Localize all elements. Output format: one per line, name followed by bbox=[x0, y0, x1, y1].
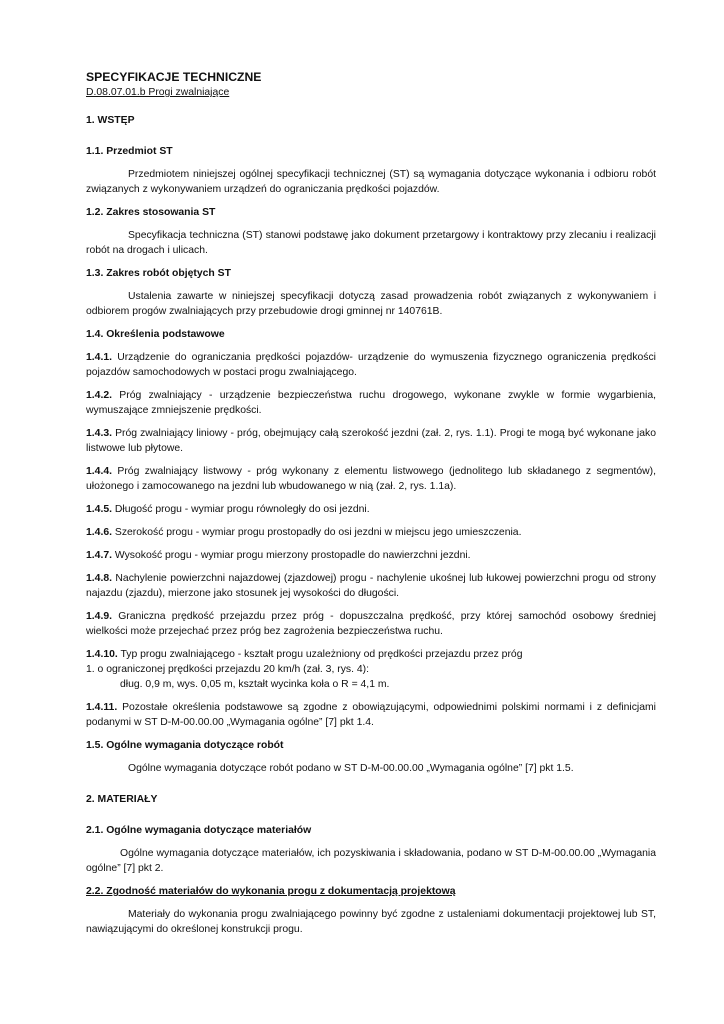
definition-number: 1.4.6. bbox=[86, 527, 112, 538]
definition-1-4-10 bbox=[86, 647, 656, 692]
paragraph-1-1: Przedmiotem niniejszej ogólnej specyfikacji technicznej (ST) są wymagania dotyczące wykonania i odbioru robót związanych z wykonywaniem urządzeń do ograniczania prędkości pojazdów. bbox=[86, 169, 656, 195]
definition-number: 1.4.8. bbox=[86, 573, 112, 584]
section-heading-1: 1. WSTĘP bbox=[86, 115, 135, 126]
definition-number: 1.4.5. bbox=[86, 504, 112, 515]
definition-text: Pozostałe określenia podstawowe są zgodne z obowiązującymi, odpowiednimi polskimi normami i z definicjami podanymi w ST D-M-00.00.00 „Wymagania ogólne” [7] pkt 1.4. bbox=[86, 702, 656, 728]
document-subtitle: D.08.07.01.b Progi zwalniające bbox=[86, 87, 230, 98]
definition-number: 1.4.11. bbox=[86, 702, 118, 713]
definition-text: Wysokość progu - wymiar progu mierzony prostopadle do nawierzchni jezdni. bbox=[112, 550, 471, 561]
definition-list-detail: dług. 0,9 m, wys. 0,05 m, kształt wycinka koła o R = 4,1 m. bbox=[120, 679, 390, 690]
definition-number: 1.4.4. bbox=[86, 466, 112, 477]
heading-1-4: 1.4. Określenia podstawowe bbox=[86, 329, 225, 340]
definition-1-4-9 bbox=[86, 609, 656, 639]
heading-1-2: 1.2. Zakres stosowania ST bbox=[86, 207, 216, 218]
definition-1-4-8 bbox=[86, 571, 656, 601]
definition-number: 1.4.3. bbox=[86, 428, 112, 439]
definition-1-4-5 bbox=[86, 502, 656, 517]
document-page bbox=[86, 70, 656, 945]
definition-1-4-1 bbox=[86, 350, 656, 380]
heading-1-1: 1.1. Przedmiot ST bbox=[86, 146, 173, 157]
definition-1-4-4 bbox=[86, 464, 656, 494]
heading-2-1: 2.1. Ogólne wymagania dotyczące materiałów bbox=[86, 825, 312, 836]
definition-number: 1.4.1. bbox=[86, 352, 112, 363]
definition-text: Próg zwalniający listwowy - próg wykonany z elementu listwowego (jednolitego lub składanego z segmentów), ułożonego i zamocowanego na jezdni lub wbudowanego w nią (zał. 2, rys. 1.1a). bbox=[86, 466, 656, 492]
definition-1-4-3 bbox=[86, 426, 656, 456]
definition-1-4-11 bbox=[86, 700, 656, 730]
paragraph-1-3: Ustalenia zawarte w niniejszej specyfikacji dotyczą zasad prowadzenia robót związanych z wykonywaniem i odbiorem progów zwalniających przy przebudowie drogi gminnej nr 140761B. bbox=[86, 291, 656, 317]
paragraph-2-2: Materiały do wykonania progu zwalniającego powinny być zgodne z ustaleniami dokumentacji projektowej lub ST, nawiązującymi do określonej konstrukcji progu. bbox=[86, 909, 656, 935]
definition-text: Próg zwalniający - urządzenie bezpieczeństwa ruchu drogowego, wykonane zwykle w formie wygarbienia, wymuszające zmniejszenie prędkości. bbox=[86, 390, 656, 416]
definition-text: Nachylenie powierzchni najazdowej (zjazdowej) progu - nachylenie ukośnej lub łukowej powierzchni progu od strony najazdu (zjazdu), mierzone jako stosunek jej wysokości do długości. bbox=[86, 573, 656, 599]
heading-2-2: 2.2. Zgodność materiałów do wykonania progu z dokumentacją projektową bbox=[86, 886, 456, 897]
paragraph-1-5: Ogólne wymagania dotyczące robót podano w ST D-M-00.00.00 „Wymagania ogólne” [7] pkt 1.5. bbox=[128, 763, 574, 774]
definition-text: Długość progu - wymiar progu równoległy do osi jezdni. bbox=[112, 504, 370, 515]
definition-number: 1.4.10. bbox=[86, 649, 118, 660]
definition-1-4-6 bbox=[86, 525, 656, 540]
definition-number: 1.4.2. bbox=[86, 390, 112, 401]
heading-1-3: 1.3. Zakres robót objętych ST bbox=[86, 268, 231, 279]
definition-text: Szerokość progu - wymiar progu prostopadły do osi jezdni w miejscu jego umieszczenia. bbox=[112, 527, 522, 538]
heading-1-5: 1.5. Ogólne wymagania dotyczące robót bbox=[86, 740, 284, 751]
definition-1-4-7 bbox=[86, 548, 656, 563]
paragraph-2-1: Ogólne wymagania dotyczące materiałów, ich pozyskiwania i składowania, podano w ST D-M-00.00.00 „Wymagania ogólne” [7] pkt 2. bbox=[86, 848, 656, 874]
definition-list-item: 1. o ograniczonej prędkości przejazdu 20 km/h (zał. 3, rys. 4): bbox=[86, 664, 369, 675]
definition-1-4-2 bbox=[86, 388, 656, 418]
definition-text: Graniczna prędkość przejazdu przez próg - dopuszczalna prędkość, przy której samochód osobowy średniej wielkości może przejechać przez próg bez zagrożenia bezpieczeństwa ruchu. bbox=[86, 611, 656, 637]
definition-text: Typ progu zwalniającego - kształt progu uzależniony od prędkości przejazdu przez próg bbox=[117, 649, 523, 660]
definition-number: 1.4.7. bbox=[86, 550, 112, 561]
section-heading-2: 2. MATERIAŁY bbox=[86, 794, 158, 805]
document-title: SPECYFIKACJE TECHNICZNE bbox=[86, 70, 262, 84]
paragraph-1-2: Specyfikacja techniczna (ST) stanowi podstawę jako dokument przetargowy i kontraktowy przy zlecaniu i realizacji robót na drogach i ulicach. bbox=[86, 230, 656, 256]
definition-text: Próg zwalniający liniowy - próg, obejmujący całą szerokość jezdni (zał. 2, rys. 1.1). Progi te mogą być wykonane jako listwowe lub płytowe. bbox=[86, 428, 656, 454]
definition-text: Urządzenie do ograniczania prędkości pojazdów- urządzenie do wymuszenia fizycznego ograniczenia prędkości pojazdów samochodowych w postaci progu zwalniającego. bbox=[86, 352, 656, 378]
definition-number: 1.4.9. bbox=[86, 611, 112, 622]
